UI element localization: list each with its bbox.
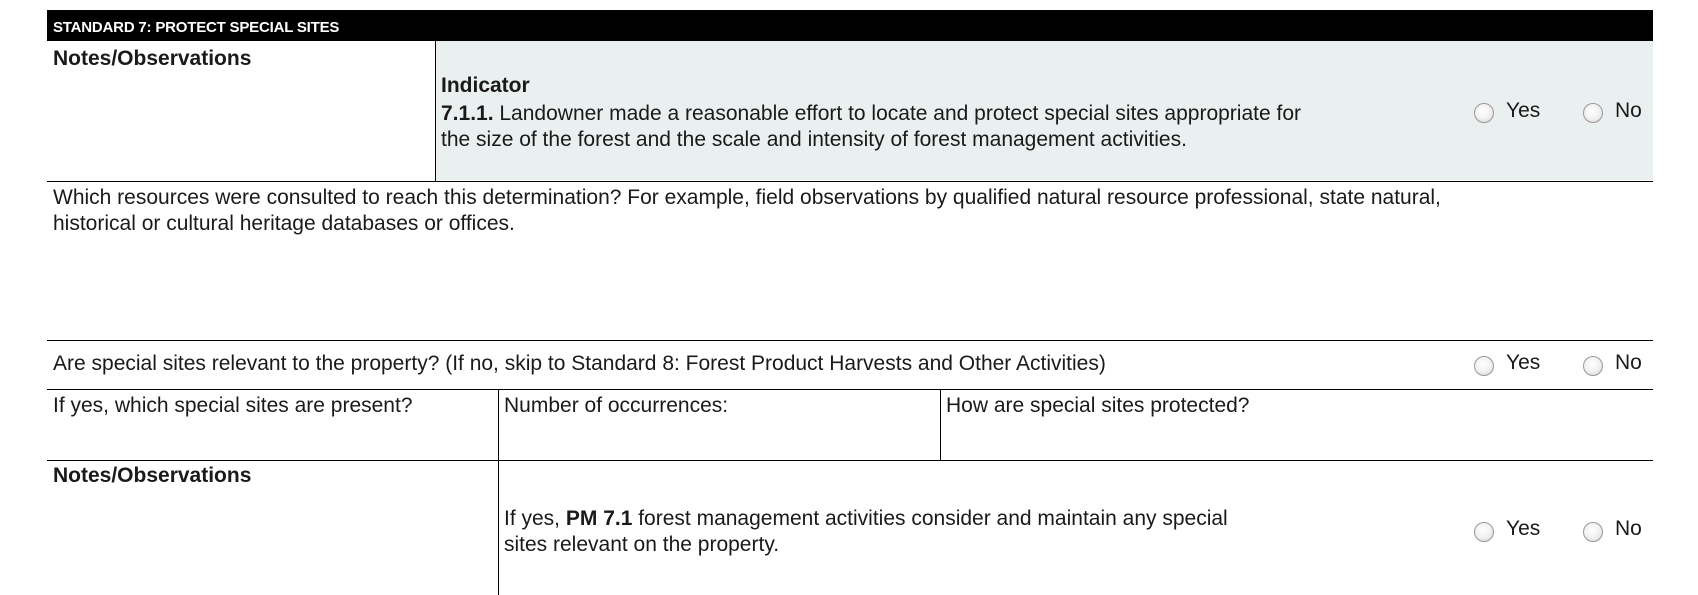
relevance-no-label: No [1615,351,1642,374]
relevance-yes-label: Yes [1506,351,1541,374]
divider [498,389,499,460]
resources-line-1: Which resources were consulted to reach this determination? For example, field observations by qualified natural resource professional, state natural, [53,186,1441,209]
pm-yes-label: Yes [1506,517,1541,540]
sites-present-header: If yes, which special sites are present? [53,394,413,417]
indicator-text: Landowner made a reasonable effort to locate and protect special sites appropriate for [493,102,1301,125]
indicator-line-1 [441,101,1301,127]
pm-no-label: No [1615,517,1642,540]
divider [498,460,499,595]
pm-line-1 [504,506,1228,532]
indicator-no-radio[interactable] [1583,103,1603,123]
divider [435,41,436,181]
divider [940,389,941,460]
pm-prefix: If yes, [504,507,566,530]
pm-yes-radio[interactable] [1474,522,1494,542]
pm-code: PM 7.1 [565,507,633,530]
relevance-yes-radio[interactable] [1474,356,1494,376]
indicator-yes-radio[interactable] [1474,103,1494,123]
relevance-no-radio[interactable] [1583,356,1603,376]
occurrences-header: Number of occurrences: [504,394,729,417]
pm-no-radio[interactable] [1583,522,1603,542]
pm-line-2: sites relevant on the property. [504,533,780,556]
indicator-code: 7.1.1. [441,102,494,125]
indicator-yes-label: Yes [1506,99,1541,122]
divider [47,340,1653,341]
notes-label: Notes/Observations [53,47,252,70]
resources-line-2: historical or cultural heritage databases or offices. [53,212,515,235]
protection-header: How are special sites protected? [946,394,1250,417]
indicator-no-label: No [1615,99,1642,122]
relevance-question: Are special sites relevant to the property? (If no, skip to Standard 8: Forest Product Harvests and Other Activities) [53,352,1106,375]
divider [47,181,1653,182]
pm-text: forest management activities consider and maintain any special [632,507,1228,530]
indicator-label: Indicator [441,74,530,97]
divider [47,460,1653,461]
indicator-line-2: the size of the forest and the scale and intensity of forest management activities. [441,128,1187,151]
notes-label: Notes/Observations [53,464,252,487]
standard-title: STANDARD 7: PROTECT SPECIAL SITES [53,19,340,36]
divider [47,389,1653,390]
